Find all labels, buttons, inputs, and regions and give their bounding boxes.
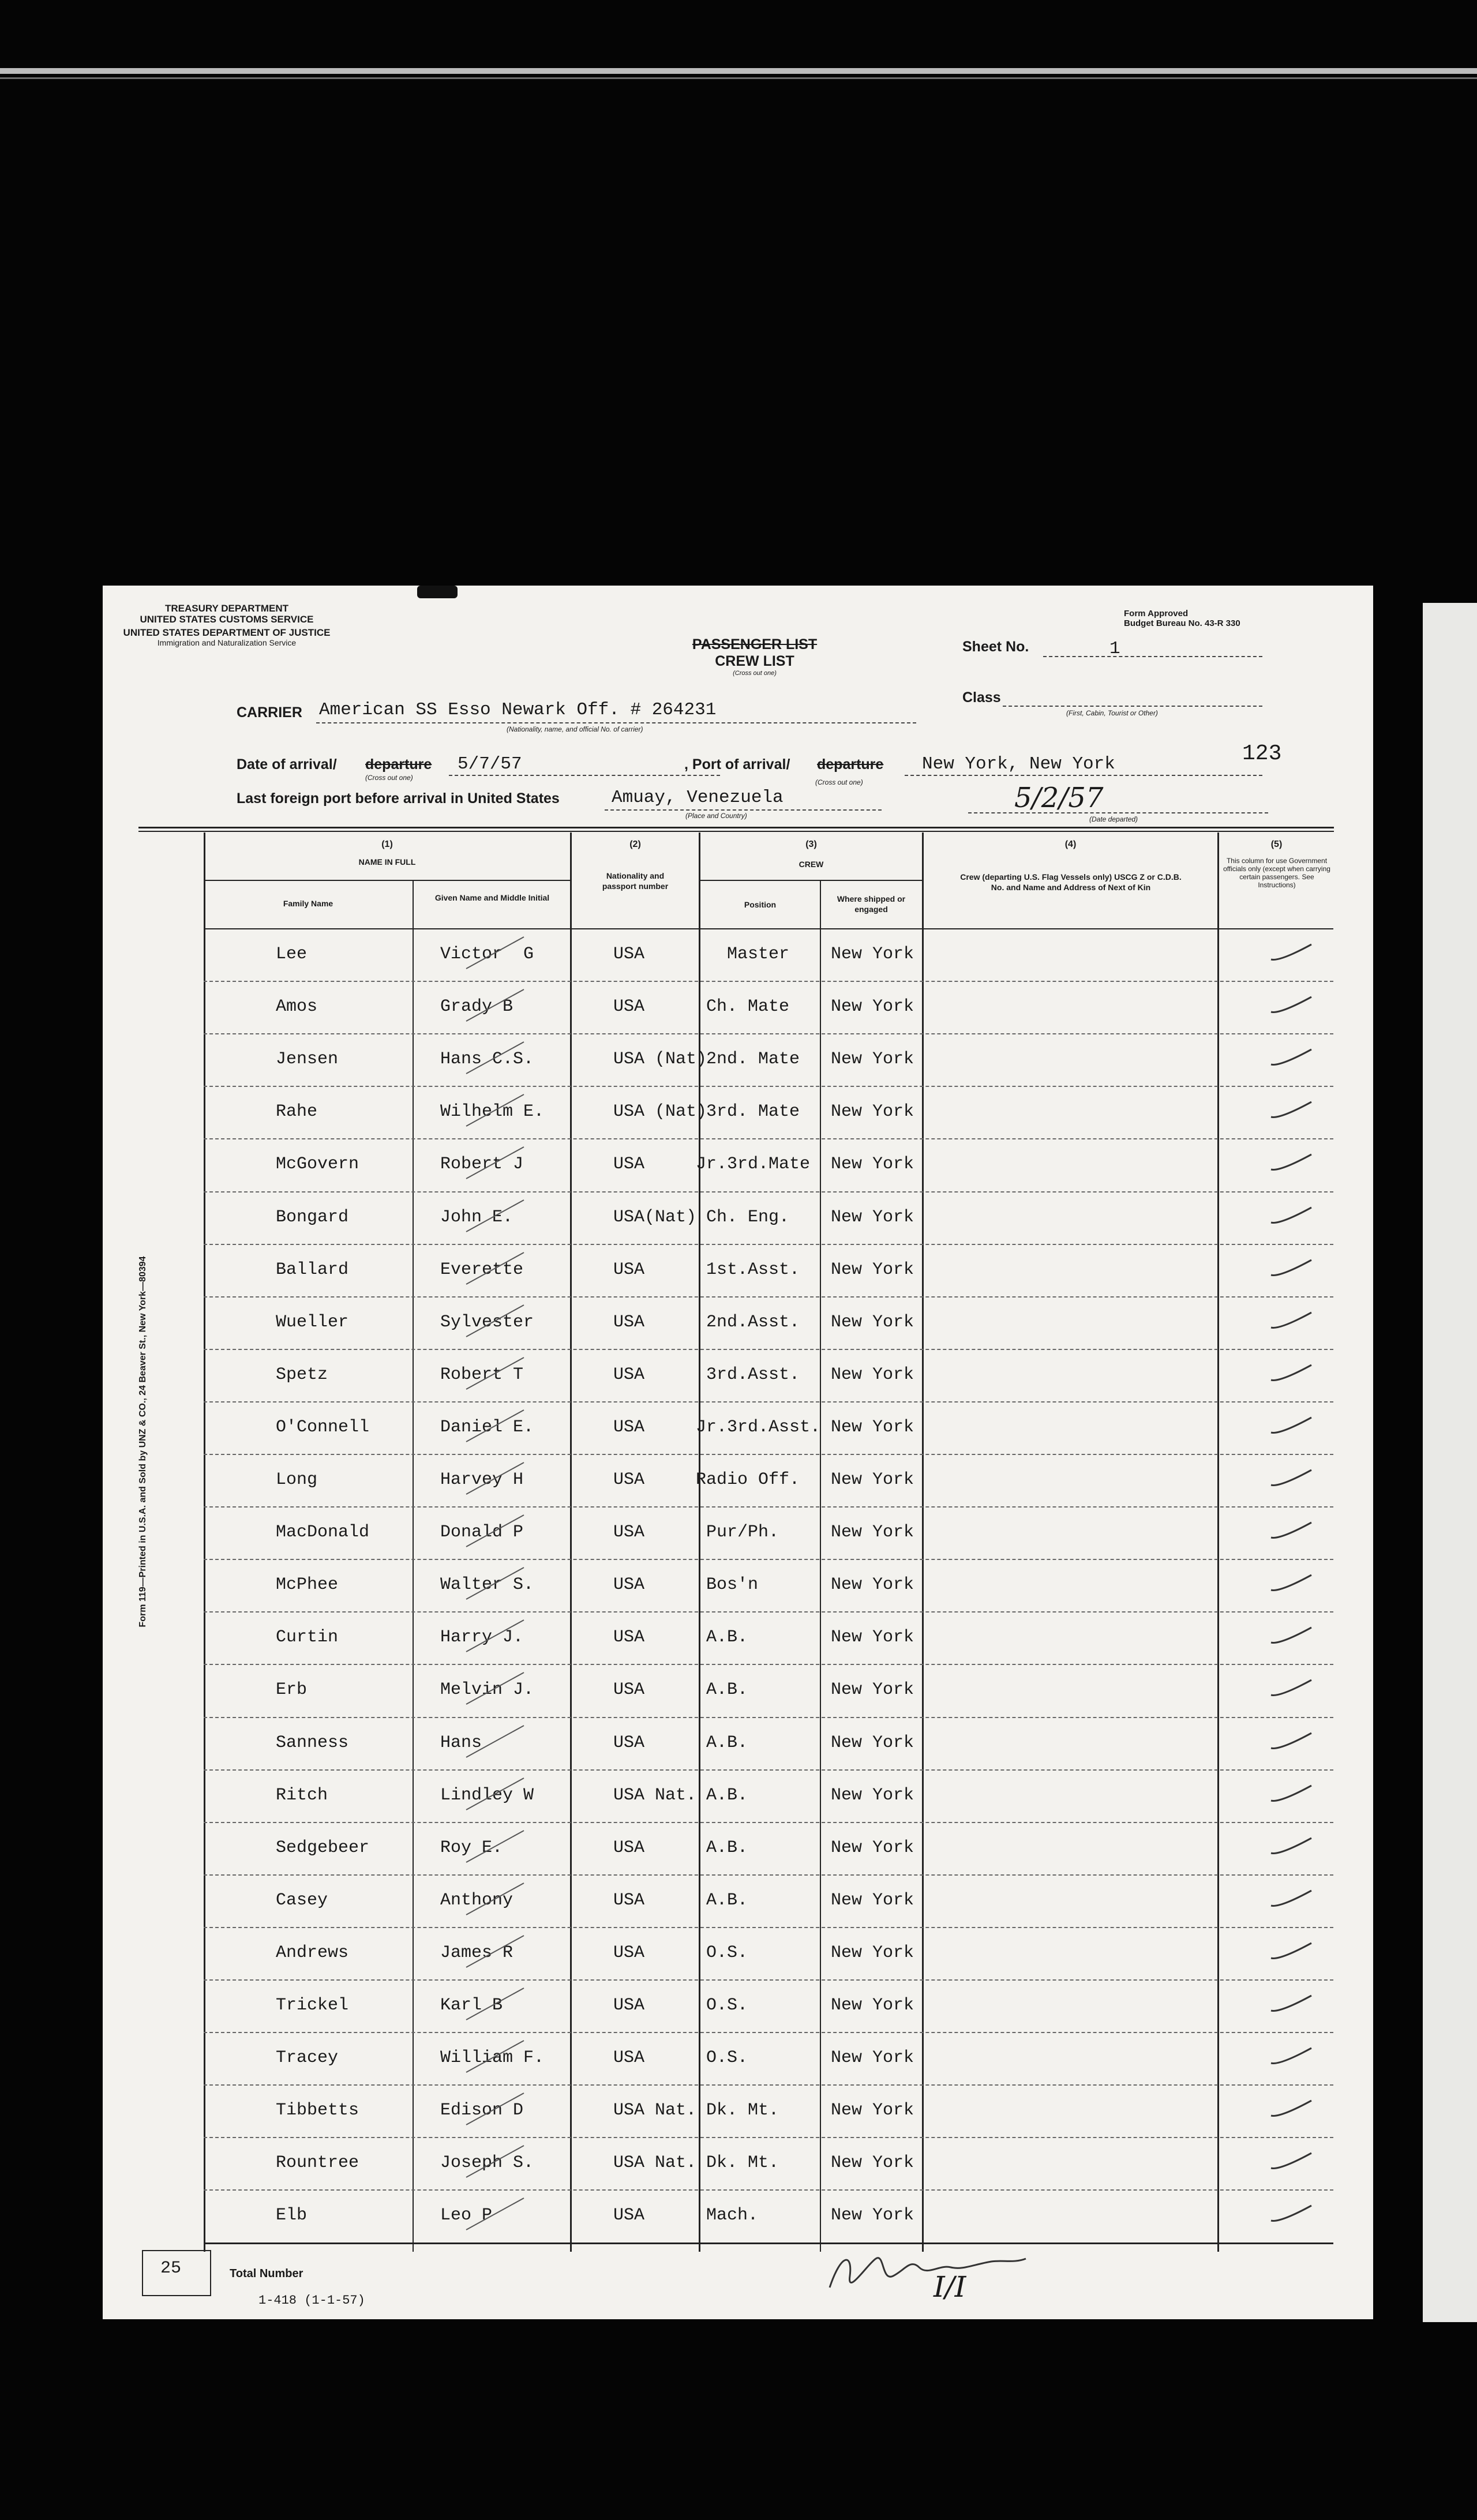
form-code: 1-418 (1-1-57) xyxy=(258,2293,365,2308)
family-name-cell: Casey xyxy=(276,1890,328,1910)
check-mark-icon xyxy=(1268,2202,1314,2225)
carrier-note: (Nationality, name, and official No. of carrier) xyxy=(507,725,643,733)
where-shipped-cell: New York xyxy=(831,1996,914,2015)
carrier-value: American SS Esso Newark Off. # 264231 xyxy=(319,700,717,720)
title-note: (Cross out one) xyxy=(733,670,777,677)
given-name-cell: Walter S. xyxy=(440,1575,534,1595)
crew-list-form xyxy=(103,586,1373,2319)
nationality-cell: USA xyxy=(613,1154,645,1175)
nationality-cell: USA Nat. xyxy=(613,2153,697,2173)
page-number: 123 xyxy=(1242,741,1282,766)
position-cell: 3rd.Asst. xyxy=(696,1364,800,1385)
slash-mark-icon xyxy=(460,1092,530,1132)
family-name-cell: Sanness xyxy=(276,1732,349,1753)
where-shipped-cell: New York xyxy=(831,1627,914,1648)
given-name-cell: Robert T xyxy=(440,1364,524,1385)
nationality-cell: USA xyxy=(613,1312,645,1332)
where-shipped-cell: New York xyxy=(831,1837,914,1858)
given-name-cell: Wilhelm E. xyxy=(440,1102,545,1122)
sheet-line xyxy=(1043,656,1262,657)
position-cell: A.B. xyxy=(696,1627,748,1648)
family-name-cell: Ballard xyxy=(276,1259,349,1280)
col1-number: (1) xyxy=(381,839,393,849)
carrier-line xyxy=(316,722,916,723)
date-departed-line xyxy=(968,812,1268,813)
slash-mark-icon xyxy=(460,2195,530,2236)
last-port-value: Amuay, Venezuela xyxy=(612,787,784,808)
given-name-cell: Roy E. xyxy=(440,1837,503,1858)
check-mark-icon xyxy=(1268,2097,1314,2120)
check-mark-icon xyxy=(1268,941,1314,964)
where-shipped-cell: New York xyxy=(831,1522,914,1543)
given-name-cell: Karl B xyxy=(440,1996,503,2015)
row-separator xyxy=(204,1349,1333,1350)
row-separator xyxy=(204,1822,1333,1823)
date-departed-note: (Date departed) xyxy=(1089,815,1138,823)
given-name-cell: Everette xyxy=(440,1259,524,1280)
dept-line-3: UNITED STATES DEPARTMENT OF JUSTICE xyxy=(123,627,331,638)
where-shipped-cell: New York xyxy=(831,2153,914,2173)
position-cell: O.S. xyxy=(696,1996,748,2015)
sheet-label: Sheet No. xyxy=(962,639,1029,655)
position-cell: O.S. xyxy=(696,2048,748,2068)
family-name-cell: McGovern xyxy=(276,1154,359,1175)
position-cell: 2nd.Asst. xyxy=(696,1312,800,1332)
row-separator xyxy=(204,1717,1333,1718)
nationality-cell: USA xyxy=(613,1522,645,1543)
given-name-cell: Edison D xyxy=(440,2101,524,2121)
where-shipped-cell: New York xyxy=(831,1364,914,1385)
class-label: Class xyxy=(962,689,1001,706)
slash-mark-icon xyxy=(460,1144,530,1184)
adjacent-page-edge xyxy=(1423,603,1477,2322)
c3-sub-rule xyxy=(699,880,923,881)
signature-mark: I/I xyxy=(934,2270,966,2304)
check-mark-icon xyxy=(1268,1362,1314,1385)
slash-mark-icon xyxy=(460,1617,530,1657)
slash-mark-icon xyxy=(460,1355,530,1395)
nationality-cell: USA Nat. xyxy=(613,1785,697,1805)
slash-mark-icon xyxy=(460,1460,530,1500)
header-rule-top xyxy=(138,827,1334,828)
given-name-cell: Victor G xyxy=(440,944,534,964)
family-name-cell: O'Connell xyxy=(276,1417,370,1437)
family-name-cell: Erb xyxy=(276,1680,308,1700)
check-mark-icon xyxy=(1268,2045,1314,2068)
given-name-cell: Leo P xyxy=(440,2206,493,2226)
col5-number: (5) xyxy=(1270,839,1283,849)
nationality-cell: USA xyxy=(613,1837,645,1858)
row-separator xyxy=(204,1454,1333,1455)
row-separator xyxy=(204,1664,1333,1665)
last-port-note: (Place and Country) xyxy=(685,812,747,820)
row-separator xyxy=(204,1559,1333,1560)
position-cell: Bos'n xyxy=(696,1575,759,1595)
family-name-cell: Ritch xyxy=(276,1785,328,1805)
nationality-cell: USA(Nat) xyxy=(613,1207,697,1227)
family-name-cell: McPhee xyxy=(276,1575,339,1595)
slash-mark-icon xyxy=(460,1775,530,1816)
position-cell: A.B. xyxy=(696,1785,748,1805)
where-shipped-cell: New York xyxy=(831,1259,914,1280)
table-bottom-rule xyxy=(204,2242,1333,2244)
row-separator xyxy=(204,1191,1333,1192)
nationality-cell: USA xyxy=(613,944,645,964)
col3-where-header: Where shipped or engaged xyxy=(837,894,906,914)
film-edge-line-thin xyxy=(0,77,1477,79)
row-separator xyxy=(204,1979,1333,1981)
nationality-cell: USA xyxy=(613,1417,645,1437)
where-shipped-cell: New York xyxy=(831,1575,914,1595)
nationality-cell: USA (Nat) xyxy=(613,1049,707,1070)
last-port-line xyxy=(605,809,882,811)
check-mark-icon xyxy=(1268,1835,1314,1858)
check-mark-icon xyxy=(1268,993,1314,1017)
position-cell: Ch. Eng. xyxy=(696,1207,790,1227)
check-mark-icon xyxy=(1268,1887,1314,1910)
slash-mark-icon xyxy=(460,1197,530,1238)
header-bottom-rule xyxy=(204,928,1333,929)
given-name-cell: Harvey H xyxy=(440,1470,524,1490)
where-shipped-cell: New York xyxy=(831,997,914,1017)
col1-family-header: Family Name xyxy=(283,899,333,908)
department-header xyxy=(114,603,339,647)
check-mark-icon xyxy=(1268,1992,1314,2015)
where-shipped-cell: New York xyxy=(831,1154,914,1175)
where-shipped-cell: New York xyxy=(831,1207,914,1227)
nationality-cell: USA xyxy=(613,1732,645,1753)
date-arrival-value: 5/7/57 xyxy=(458,754,522,774)
nationality-cell: USA xyxy=(613,1627,645,1648)
slash-mark-icon xyxy=(460,1828,530,1868)
date-departure-struck: departure xyxy=(365,756,432,772)
position-cell: Radio Off. xyxy=(696,1470,800,1490)
row-separator xyxy=(204,1769,1333,1771)
given-name-cell: Harry J. xyxy=(440,1627,524,1648)
slash-mark-icon xyxy=(460,1302,530,1342)
carrier-label: CARRIER xyxy=(237,704,302,721)
col2-number: (2) xyxy=(629,839,641,849)
check-mark-icon xyxy=(1268,1624,1314,1647)
side-print: Form 119—Printed in U.S.A. and Sold by UNZ & CO., 24 Beaver St., New York—80394 xyxy=(138,1256,148,1627)
family-name-cell: MacDonald xyxy=(276,1522,370,1543)
nationality-cell: USA xyxy=(613,1680,645,1700)
family-name-cell: Tracey xyxy=(276,2048,339,2068)
check-mark-icon xyxy=(1268,1309,1314,1332)
film-edge-line xyxy=(0,68,1477,74)
position-cell: 2nd. Mate xyxy=(696,1049,800,1070)
where-shipped-cell: New York xyxy=(831,1417,914,1437)
family-name-cell: Elb xyxy=(276,2206,308,2226)
nationality-cell: USA xyxy=(613,1942,645,1963)
position-cell: A.B. xyxy=(696,1732,748,1753)
where-shipped-cell: New York xyxy=(831,1470,914,1490)
row-separator xyxy=(204,1244,1333,1245)
check-mark-icon xyxy=(1268,1519,1314,1542)
given-name-cell: Anthony xyxy=(440,1890,513,1910)
given-name-cell: Sylvester xyxy=(440,1312,534,1332)
given-name-cell: William F. xyxy=(440,2048,545,2068)
col3-title: CREW xyxy=(799,860,824,869)
approval-line-1: Form Approved xyxy=(1124,609,1189,618)
where-shipped-cell: New York xyxy=(831,1312,914,1332)
title-passenger-struck: PASSENGER LIST xyxy=(692,636,818,652)
family-name-cell: Rahe xyxy=(276,1102,318,1122)
slash-mark-icon xyxy=(460,2143,530,2183)
col3-position-header: Position xyxy=(744,900,777,909)
nationality-cell: USA xyxy=(613,1575,645,1595)
given-name-cell: Hans xyxy=(440,1732,482,1753)
row-separator xyxy=(204,1927,1333,1928)
position-cell: Pur/Ph. xyxy=(696,1522,779,1543)
slash-mark-icon xyxy=(460,1407,530,1447)
total-label: Total Number xyxy=(230,2267,303,2280)
given-name-cell: Lindley W xyxy=(440,1785,534,1805)
where-shipped-cell: New York xyxy=(831,1890,914,1910)
where-shipped-cell: New York xyxy=(831,2101,914,2121)
family-name-cell: Rountree xyxy=(276,2153,359,2173)
row-separator xyxy=(204,1611,1333,1612)
position-cell: 1st.Asst. xyxy=(696,1259,800,1280)
date-note: (Cross out one) xyxy=(365,774,413,782)
row-separator xyxy=(204,2137,1333,2138)
row-separator xyxy=(204,2084,1333,2086)
check-mark-icon xyxy=(1268,1782,1314,1805)
given-name-cell: Grady B xyxy=(440,997,513,1017)
row-separator xyxy=(204,1506,1333,1507)
family-name-cell: Amos xyxy=(276,997,318,1017)
slash-mark-icon xyxy=(460,1512,530,1552)
family-name-cell: Jensen xyxy=(276,1049,339,1070)
position-cell: Jr.3rd.Mate xyxy=(696,1154,811,1175)
check-mark-icon xyxy=(1268,1940,1314,1963)
position-cell: Dk. Mt. xyxy=(696,2153,779,2173)
slash-mark-icon xyxy=(460,987,530,1027)
family-name-cell: Long xyxy=(276,1470,318,1490)
last-port-label: Last foreign port before arrival in United States xyxy=(237,790,560,807)
slash-mark-icon xyxy=(460,1039,530,1079)
position-cell: A.B. xyxy=(696,1890,748,1910)
sheet-value: 1 xyxy=(1109,639,1120,659)
check-mark-icon xyxy=(1268,1730,1314,1753)
position-cell: 3rd. Mate xyxy=(696,1102,800,1122)
row-separator xyxy=(204,1296,1333,1297)
family-name-cell: Curtin xyxy=(276,1627,339,1648)
table-left-border xyxy=(204,832,205,2252)
position-cell: A.B. xyxy=(696,1837,748,1858)
approval-line-2: Budget Bureau No. 43-R 330 xyxy=(1124,618,1240,628)
slash-mark-icon xyxy=(460,1565,530,1605)
row-separator xyxy=(204,1086,1333,1087)
given-name-cell: James R xyxy=(440,1942,513,1963)
nationality-cell: USA xyxy=(613,1470,645,1490)
family-name-cell: Spetz xyxy=(276,1364,328,1385)
row-separator xyxy=(204,1033,1333,1034)
given-name-cell: Daniel E. xyxy=(440,1417,534,1437)
slash-mark-icon xyxy=(460,1880,530,1921)
dept-line-1: TREASURY DEPARTMENT xyxy=(164,603,289,614)
slash-mark-icon xyxy=(460,1985,530,2026)
check-mark-icon xyxy=(1268,1151,1314,1174)
given-name-cell: Melvin J. xyxy=(440,1680,534,1700)
check-mark-icon xyxy=(1268,1677,1314,1700)
check-mark-icon xyxy=(1268,1467,1314,1490)
header-rule-bottom xyxy=(138,831,1334,832)
given-name-cell: John E. xyxy=(440,1207,513,1227)
row-separator xyxy=(204,2032,1333,2033)
nationality-cell: USA (Nat) xyxy=(613,1102,707,1122)
class-line xyxy=(1003,706,1262,707)
slash-mark-icon xyxy=(460,1670,530,1710)
where-shipped-cell: New York xyxy=(831,1102,914,1122)
dept-line-2: UNITED STATES CUSTOMS SERVICE xyxy=(140,614,314,625)
where-shipped-cell: New York xyxy=(831,1732,914,1753)
where-shipped-cell: New York xyxy=(831,944,914,964)
position-cell: Master xyxy=(696,944,790,964)
check-mark-icon xyxy=(1268,1572,1314,1595)
position-cell: Jr.3rd.Asst. xyxy=(696,1417,821,1437)
nationality-cell: USA xyxy=(613,1364,645,1385)
nationality-cell: USA xyxy=(613,1996,645,2015)
position-cell: Dk. Mt. xyxy=(696,2101,779,2121)
col2-title: Nationality and passport number xyxy=(602,871,669,891)
col2-border xyxy=(570,832,572,2252)
col4-title: Crew (departing U.S. Flag Vessels only) USCG Z or C.D.B. No. and Name and Address of Next of Kin xyxy=(960,872,1182,892)
title-crew: CREW LIST xyxy=(715,653,794,669)
c1-sub-rule xyxy=(204,880,571,881)
check-mark-icon xyxy=(1268,1414,1314,1437)
col5-title: This column for use Government officials only (except when carrying certain passengers. See Instructions) xyxy=(1223,857,1330,889)
family-name-cell: Trickel xyxy=(276,1996,349,2015)
slash-mark-icon xyxy=(460,1723,530,1763)
row-separator xyxy=(204,2189,1333,2191)
slash-mark-icon xyxy=(460,2090,530,2131)
position-cell: O.S. xyxy=(696,1942,748,1963)
where-shipped-cell: New York xyxy=(831,2206,914,2226)
given-name-cell: Robert J xyxy=(440,1154,524,1175)
check-mark-icon xyxy=(1268,1204,1314,1227)
slash-mark-icon xyxy=(460,1933,530,1973)
col1-title: NAME IN FULL xyxy=(358,857,416,867)
row-separator xyxy=(204,1401,1333,1402)
check-mark-icon xyxy=(1268,2150,1314,2173)
row-separator xyxy=(204,1874,1333,1876)
col4-number: (4) xyxy=(1064,839,1077,849)
list-title xyxy=(657,636,853,677)
where-shipped-cell: New York xyxy=(831,1942,914,1963)
dept-line-4: Immigration and Naturalization Service xyxy=(157,638,297,647)
col1-given-header: Given Name and Middle Initial xyxy=(434,893,550,902)
col5-border xyxy=(1217,832,1219,2252)
nationality-cell: USA xyxy=(613,1890,645,1910)
check-mark-icon xyxy=(1268,1257,1314,1280)
where-shipped-cell: New York xyxy=(831,1785,914,1805)
port-note: (Cross out one) xyxy=(815,778,863,786)
nationality-cell: USA xyxy=(613,997,645,1017)
where-shipped-cell: New York xyxy=(831,2048,914,2068)
nationality-cell: USA xyxy=(613,2206,645,2226)
col4-border xyxy=(922,832,924,2252)
signature-icon xyxy=(818,2241,1037,2305)
family-name-cell: Bongard xyxy=(276,1207,349,1227)
family-name-cell: Wueller xyxy=(276,1312,349,1332)
port-arrival-value: New York, New York xyxy=(922,754,1115,774)
nationality-cell: USA Nat. xyxy=(613,2101,697,2121)
port-arrival-label: , Port of arrival/ xyxy=(684,756,790,772)
family-name-cell: Andrews xyxy=(276,1942,349,1963)
slash-mark-icon xyxy=(460,1250,530,1290)
check-mark-icon xyxy=(1268,1098,1314,1122)
where-shipped-cell: New York xyxy=(831,1680,914,1700)
slash-mark-icon xyxy=(460,934,530,974)
ink-smudge xyxy=(417,586,458,598)
col3-number: (3) xyxy=(805,839,817,849)
date-departed-handwritten: 5/2/57 xyxy=(1014,782,1104,814)
given-name-cell: Donald P xyxy=(440,1522,524,1543)
total-value: 25 xyxy=(160,2259,182,2278)
family-name-cell: Sedgebeer xyxy=(276,1837,370,1858)
port-departure-struck: departure xyxy=(817,756,884,772)
nationality-cell: USA xyxy=(613,1259,645,1280)
row-separator xyxy=(204,981,1333,982)
form-approval xyxy=(1124,609,1274,628)
nationality-cell: USA xyxy=(613,2048,645,2068)
date-arrival-label: Date of arrival/ xyxy=(237,756,337,772)
where-shipped-cell: New York xyxy=(831,1049,914,1070)
port-line xyxy=(905,775,1262,776)
row-separator xyxy=(204,1138,1333,1139)
given-name-cell: Joseph S. xyxy=(440,2153,534,2173)
date-line xyxy=(449,775,720,776)
family-name-cell: Tibbetts xyxy=(276,2101,359,2121)
family-name-cell: Lee xyxy=(276,944,308,964)
position-cell: Mach. xyxy=(696,2206,759,2226)
check-mark-icon xyxy=(1268,1046,1314,1069)
slash-mark-icon xyxy=(460,2038,530,2078)
position-cell: Ch. Mate xyxy=(696,997,790,1017)
given-name-cell: Hans C.S. xyxy=(440,1049,534,1070)
position-cell: A.B. xyxy=(696,1680,748,1700)
class-note: (First, Cabin, Tourist or Other) xyxy=(1066,709,1158,717)
